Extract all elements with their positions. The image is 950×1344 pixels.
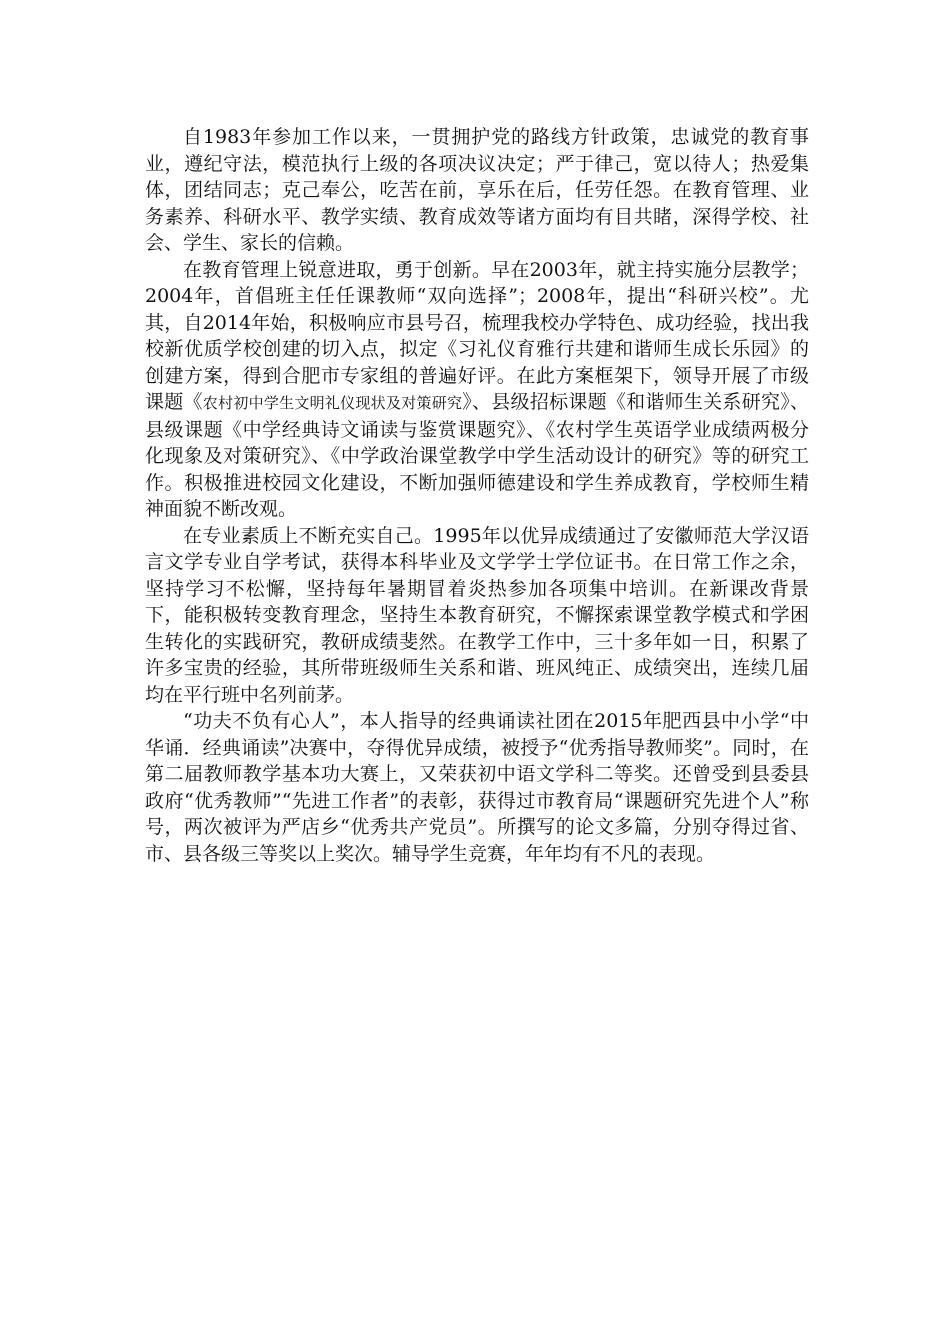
- paragraph-career-summary: [145, 124, 809, 257]
- body-text: [145, 124, 809, 867]
- paragraph-achievements: [145, 708, 809, 867]
- paragraph-professional-quality: [145, 523, 809, 709]
- paragraph-text: 自1983年参加工作以来，一贯拥护党的路线方针政策，忠诚党的教育事业，遵纪守法，模范执行上级的各项决议决定；严于律己，宽以待人；热爱集体，团结同志；克己奉公，吃苦在前，享乐在后，任劳任怨。在教育管理、业务素养、科研水平、教学实绩、教育成效等诸方面均有目共睹，深得学校、社会、学生、家长的信赖。: [145, 126, 809, 254]
- paragraph-text-small: 农村初中学生文明礼仪现状及对策研究: [202, 394, 463, 412]
- paragraph-text: 》、县级招标课题《和谐师生关系研究》、县级课题《中学经典诗文诵读与鉴赏课题究》、《农村学生英语学业成绩两极分化现象及对策研究》、《中学政治课堂教学中学生活动设计的研究》等的研究工作。积极推进校园文化建设，不断加强师德建设和学生养成教育，学校师生精神面貌不断改观。: [145, 391, 809, 520]
- paragraph-text: 在专业素质上不断充实自己。1995年以优异成绩通过了安徽师范大学汉语言文学专业自学考试，获得本科毕业及文学学士学位证书。在日常工作之余，坚持学习不松懈，坚持每年暑期冒着炎热参加各项集中培训。在新课改背景下，能积极转变教育理念，坚持生本教育研究，不懈探索课堂教学模式和学困生转化的实践研究，教研成绩斐然。在教学工作中，三十多年如一日，积累了许多宝贵的经验，其所带班级师生关系和谐、班风纯正、成绩突出，连续几届均在平行班中名列前茅。: [145, 524, 809, 706]
- paragraph-text: “功夫不负有心人”，本人指导的经典诵读社团在2015年肥西县中小学“中华诵．经典诵读”决赛中，夺得优异成绩，被授予“优秀指导教师奖”。同时，在第二届教师教学基本功大赛上，又荣获初中语文学科二等奖。还曾受到县委县政府“优秀教师”“先进工作者”的表彰，获得过市教育局“课题研究先进个人”称号，两次被评为严店乡“优秀共产党员”。所撰写的论文多篇，分别夺得过省、市、县各级三等奖以上奖次。辅导学生竞赛，年年均有不凡的表现。: [145, 710, 809, 865]
- paragraph-education-management: [145, 257, 809, 523]
- paragraph-text: 在教育管理上锐意进取，勇于创新。早在2003年，就主持实施分层教学；2004年，首倡班主任任课教师“双向选择”；2008年，提出“科研兴校”。尤其，自2014年始，积极响应市县号召，梳理我校办学特色、成功经验，找出我校新优质学校创建的切入点，拟定《习礼仪育雅行共建和谐师生成长乐园》的创建方案，得到合肥市专家组的普遍好评。在此方案框架下，领导开展了市级课题《: [145, 258, 809, 413]
